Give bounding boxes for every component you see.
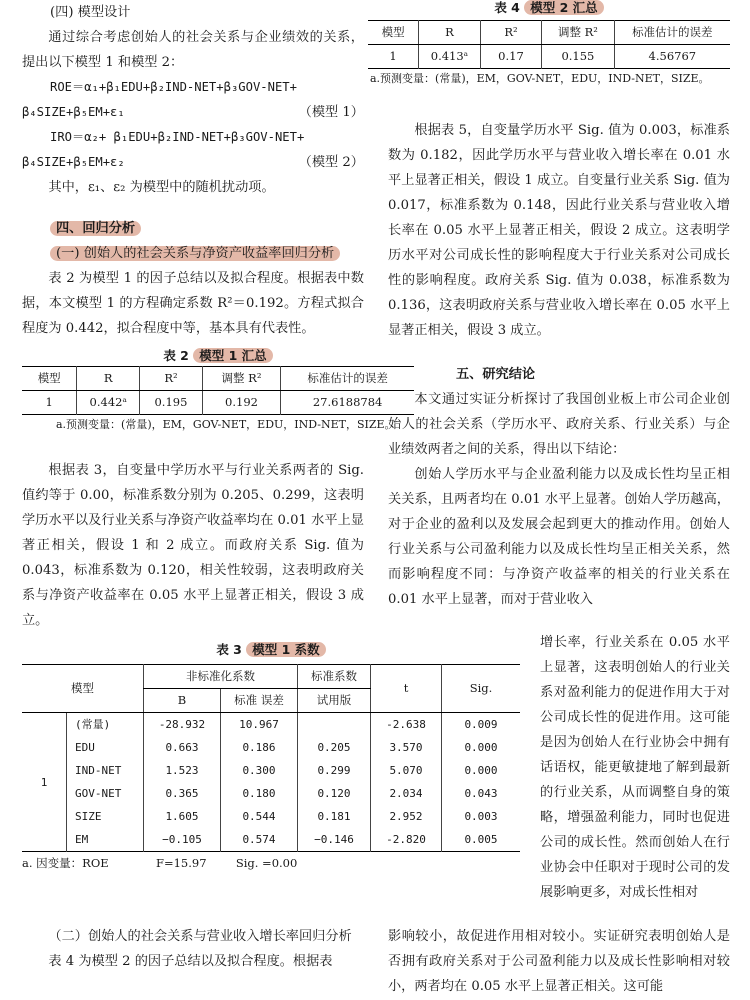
formula-1-line-1: ROE＝α₁+β₁EDU+β₂IND-NET+β₃GOV-NET+ — [50, 80, 297, 94]
table-3-cell: 2.952 — [371, 805, 442, 828]
formula-1-line-2: β₄SIZE+β₅EM+ε₁ — [22, 105, 125, 119]
heading-sub-1 — [22, 241, 364, 266]
table-3-cell: 0.299 — [298, 759, 371, 782]
table-3-cell: EDU — [67, 736, 144, 759]
table-3-header-t: t — [371, 665, 442, 713]
heading-conclusion — [388, 362, 730, 387]
table-3-cell: -2.638 — [371, 713, 442, 737]
table-3-header-b: B — [144, 689, 221, 713]
paragraph-model-intro: 通过综合考虑创始人的社会关系与企业绩效的关系，提出以下模型 1 和模型 2： — [22, 30, 364, 70]
table-2-cell: 27.6188784 — [281, 391, 414, 415]
paragraph-bottom: 影响较小，故促进作用相对较小。实证研究表明创始人是否拥有政府关系对于公司盈利能力以及成长性影响相对较小，两者均在 0.05 水平上显著正相关。这可能 — [388, 929, 730, 994]
table-2-cell: 0.442ᵃ — [77, 391, 140, 415]
table-3-cell: -28.932 — [144, 713, 221, 737]
table-row — [22, 782, 520, 805]
table-4-grid — [368, 20, 730, 69]
table-2-header: 标准估计的误差 — [281, 367, 414, 391]
formula-1 — [22, 75, 364, 100]
heading-conclusion-text: 五、研究结论 — [456, 367, 536, 382]
table-2-header: R — [77, 367, 140, 391]
table-3-cell: 0.120 — [298, 782, 371, 805]
table-3-cell: 1.523 — [144, 759, 221, 782]
table-3-cell: 2.034 — [371, 782, 442, 805]
right-column-conclusion — [388, 362, 730, 612]
table-3-caption — [22, 640, 520, 660]
table-3-cell: IND-NET — [67, 759, 144, 782]
table-3 — [22, 640, 520, 871]
table-3-cell: 10.967 — [221, 713, 298, 737]
paragraph-finding-1: 创始人学历水平与企业盈利能力以及成长性均呈正相关关系，且两者均在 0.01 水平上显著。创始人学历越高，对于企业的盈利以及发展会起到更大的推动作用。创始人行业关系与公司盈利能力以及成长性均呈正相关关系，然而影响程度不同：与净资产收益率的相关的行业关系在 0.01 水平上显著，而对于营业收入 — [388, 467, 730, 607]
paragraph-conclusion-intro: 本文通过实证分析探讨了我国创业板上市公司企业创始人的社会关系（学历水平、政府关系、行业关系）与企业绩效两者之间的关系，得出以下结论： — [388, 392, 730, 457]
table-3-cell: 0.000 — [442, 759, 521, 782]
table-2-note: a.预测变量：(常量)，EM，GOV-NET，EDU，IND-NET，SIZE。 — [56, 418, 396, 431]
paragraph-table4-desc: 表 4 为模型 2 的因子总结以及拟合程度。根据表 — [48, 954, 333, 969]
table-3-header-se: 标准 误差 — [221, 689, 298, 713]
table-4-cell: 1 — [389, 49, 397, 63]
table-3-cell: 0.180 — [221, 782, 298, 805]
table-3-cell: 1.605 — [144, 805, 221, 828]
table-3-cell: -2.820 — [371, 828, 442, 852]
formula-1-tag: （模型 1） — [298, 105, 364, 120]
table-2-grid — [22, 366, 414, 415]
paragraph-table5-desc: 根据表 5，自变量学历水平 Sig. 值为 0.003，标准系数为 0.182，因此学历水平与营业收入增长率在 0.01 水平上显著正相关，假设 1 成立。自变量行业关系 Sig. 值为 0.017，标准系数为 0.148，因此行业关系与营业收入增长率在 0.05 水平上显著正相关，假设 2 成立。这表明学历水平对公司成长性的影响程度大于行业关系对公司成长性的影响程度。政府关系 Sig. 值为 0.038，标准系数为 0.136，这表明政府关系与营业收入增长率在 0.05 水平上显著正相关，假设 3 成立。 — [388, 123, 730, 338]
table-4-prefix: 表 4 — [494, 0, 520, 15]
table-row — [22, 828, 520, 852]
table-2-header: R² — [140, 367, 203, 391]
table-3-cell: GOV-NET — [67, 782, 144, 805]
table-4-header: 模型 — [368, 21, 419, 45]
table-3-cell: 0.663 — [144, 736, 221, 759]
formula-2 — [22, 125, 364, 150]
table-4-cell: 0.17 — [480, 45, 542, 69]
table-row — [22, 759, 520, 782]
table-4-cell: 0.155 — [542, 45, 614, 69]
table-3-cell: 0.574 — [221, 828, 298, 852]
right-column-top — [388, 118, 730, 343]
table-3-title: 模型 1 系数 — [246, 642, 325, 657]
formula-1-second — [22, 100, 364, 125]
paragraph-table3-desc: 根据表 3，自变量中学历水平与行业关系两者的 Sig. 值约等于 0.00，标准系数分别为 0.205、0.299，这表明学历水平以及行业关系与净资产收益率均在 0.01 水平上显著正相关，假设 1 和 2 成立。而政府关系 Sig. 值为 0.043，标准系数为 0.120，相关性较弱，这表明政府关系与净资产收益率在 0.05 水平上显著正相关，假设 3 成立。 — [22, 463, 364, 628]
heading-sub-2: （二）创始人的社会关系与营业收入增长率回归分析 — [48, 929, 352, 944]
table-3-cell: 0.365 — [144, 782, 221, 805]
formula-2-second — [22, 150, 364, 175]
heading-regression-text: 四、回归分析 — [50, 221, 141, 236]
table-3-cell: −0.146 — [298, 828, 371, 852]
table-2-header: 调整 R² — [202, 367, 280, 391]
table-3-note — [22, 855, 520, 871]
heading-model-design: (四) 模型设计 — [50, 5, 131, 20]
table-2 — [22, 346, 414, 433]
table-3-prefix: 表 3 — [216, 642, 242, 657]
table-4-header: R — [419, 21, 481, 45]
table-3-header-model: 模型 — [22, 665, 144, 713]
table-2-cell: 1 — [45, 395, 53, 409]
table-row — [22, 805, 520, 828]
formula-2-line-1: IRO＝α₂+ β₁EDU+β₂IND-NET+β₃GOV-NET+ — [50, 130, 305, 144]
left-column-mid — [22, 458, 364, 633]
table-3-cell: 0.186 — [221, 736, 298, 759]
table-3-cell: −0.105 — [144, 828, 221, 852]
table-3-cell: 5.070 — [371, 759, 442, 782]
left-column-top — [22, 0, 364, 341]
right-column-bottom — [388, 924, 730, 999]
table-3-cell: 0.003 — [442, 805, 521, 828]
table-3-note-dependent: a. 因变量：ROE — [22, 856, 109, 870]
table-3-cell — [298, 713, 371, 737]
paragraph-epsilon: 其中，ε₁、ε₂ 为模型中的随机扰动项。 — [48, 180, 275, 195]
table-row — [368, 45, 730, 69]
heading-sub-1-text: (一) 创始人的社会关系与净资产收益率回归分析 — [50, 246, 340, 261]
table-3-cell: (常量) — [67, 713, 144, 737]
table-row — [22, 391, 414, 415]
table-3-header-std: 标准系数 — [298, 665, 371, 689]
table-4 — [368, 0, 730, 87]
heading-regression — [22, 216, 364, 241]
table-2-cell: 0.195 — [140, 391, 203, 415]
table-3-cell: 0.000 — [442, 736, 521, 759]
table-3-grid — [22, 664, 520, 852]
table-4-cell: 0.413ᵃ — [419, 45, 481, 69]
right-column-narrow — [540, 630, 730, 905]
table-4-note: a.预测变量：(常量)，EM，GOV-NET，EDU，IND-NET，SIZE。 — [370, 72, 710, 85]
table-3-cell: 0.181 — [298, 805, 371, 828]
table-3-cell: 0.205 — [298, 736, 371, 759]
table-row — [22, 713, 520, 737]
table-3-note-f: F=15.97 — [155, 856, 207, 870]
left-column-bottom — [22, 924, 382, 974]
paragraph-table2-desc: 表 2 为模型 1 的因子总结以及拟合程度。根据表中数据，本文模型 1 的方程确定系数 R²＝0.192。方程式拟合程度为 0.442，拟合程度中等，基本具有代表性。 — [22, 271, 364, 336]
table-3-header-sig: Sig. — [442, 665, 521, 713]
formula-2-tag: （模型 2） — [298, 155, 364, 170]
table-2-cell: 0.192 — [202, 391, 280, 415]
table-2-title: 模型 1 汇总 — [193, 348, 272, 363]
table-row — [22, 736, 520, 759]
table-4-cell: 4.56767 — [614, 45, 730, 69]
table-4-caption — [368, 0, 730, 16]
table-3-cell: 0.009 — [442, 713, 521, 737]
table-2-header: 模型 — [22, 367, 77, 391]
table-3-header-trial: 试用版 — [298, 689, 371, 713]
table-3-header-unstd: 非标准化系数 — [144, 665, 298, 689]
table-3-cell: EM — [67, 828, 144, 852]
table-3-cell: 0.043 — [442, 782, 521, 805]
table-3-cell: 0.300 — [221, 759, 298, 782]
table-3-cell: 0.544 — [221, 805, 298, 828]
table-2-caption — [22, 346, 414, 366]
table-4-header: R² — [480, 21, 542, 45]
table-4-header: 标准估计的误差 — [614, 21, 730, 45]
table-3-cell: 3.570 — [371, 736, 442, 759]
table-4-header: 调整 R² — [542, 21, 614, 45]
table-2-prefix: 表 2 — [163, 348, 189, 363]
table-3-note-sig: Sig. =0.00 — [235, 856, 298, 870]
table-3-cell: SIZE — [67, 805, 144, 828]
table-4-title: 模型 2 汇总 — [524, 0, 603, 15]
table-3-model-num: 1 — [40, 775, 48, 789]
formula-2-line-2: β₄SIZE+β₅EM+ε₂ — [22, 155, 125, 169]
table-3-cell: 0.005 — [442, 828, 521, 852]
paragraph-finding-1-continued: 增长率，行业关系在 0.05 水平上显著，这表明创始人的行业关系对盈利能力的促进作用大于对公司成长性的促进作用。这可能是因为创始人在行业协会中拥有话语权，能更敏捷地了解到最新的行业关系，从而调整自身的策略，增强盈利能力，同时也促进公司的成长性。然而创始人在行业协会中任职对于现时公司的发展影响更多，对成长性相对 — [540, 635, 730, 900]
